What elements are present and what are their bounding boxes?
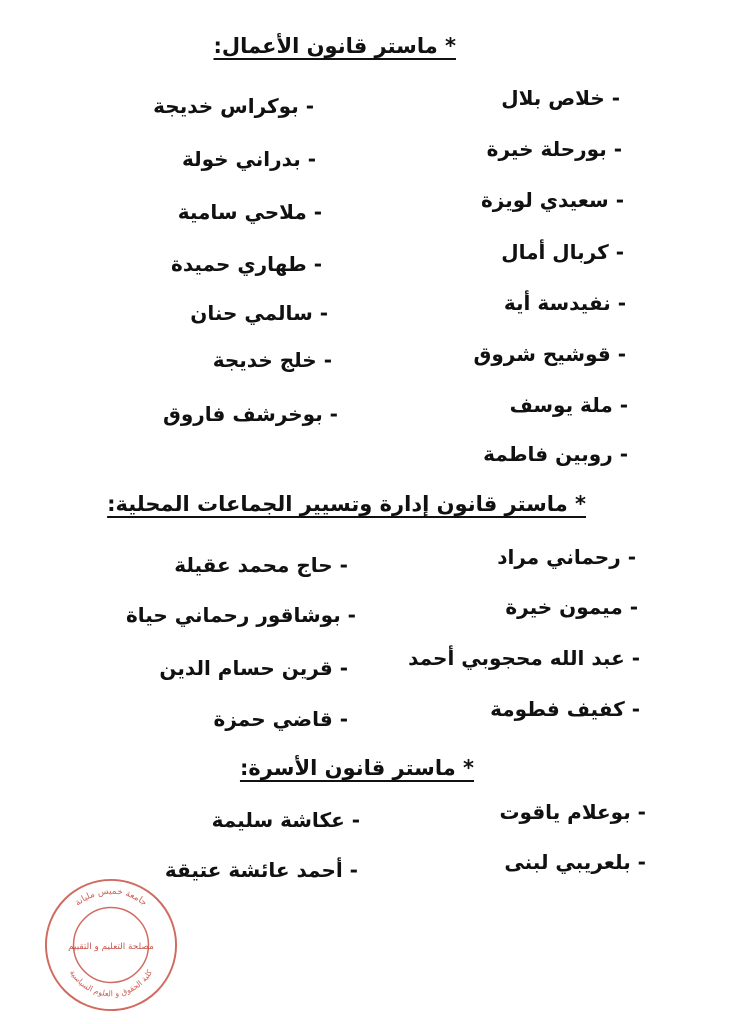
stamp-outer-text: جامعة خميس مليانة (73, 886, 149, 909)
name-item: - كربال أمال (501, 240, 624, 264)
name-item: - بوكراس خديجة (153, 94, 314, 118)
name-item: - ملة يوسف (509, 393, 628, 417)
name-item: - ملاحي سامية (177, 200, 322, 224)
name-item: - قوشيح شروق (473, 342, 626, 366)
name-item: - خلاص بلال (501, 86, 620, 110)
name-item: - قاضي حمزة (213, 707, 348, 731)
name-item: - أحمد عائشة عتيقة (164, 858, 358, 882)
name-item: - بوشاقور رحماني حياة (125, 603, 356, 627)
name-item: - سالمي حنان (190, 301, 328, 325)
name-item: - نفيدسة أية (503, 291, 626, 315)
name-item: - بوخرشف فاروق (162, 402, 338, 426)
name-item: - ميمون خيرة (505, 595, 638, 619)
faculty-stamp (42, 876, 180, 1014)
stamp-center-text: مصلحة التعليم و التقييم (68, 941, 154, 952)
name-item: - سعيدي لويزة (480, 188, 624, 212)
name-item: - بدراني خولة (182, 147, 316, 171)
name-item: - طهاري حميدة (171, 252, 322, 276)
stamp-bottom-text: كلية الحقوق و العلوم السياسية (67, 968, 155, 999)
section-heading-local-governance-law: * ماستر قانون إدارة وتسيير الجماعات المحلية: (107, 492, 586, 516)
section-heading-business-law: * ماستر قانون الأعمال: (213, 34, 456, 58)
name-item: - بوعلام ياقوت (499, 800, 646, 824)
name-item: - بلعريبي لبنى (504, 850, 646, 874)
name-item: - قرين حسام الدين (159, 656, 348, 680)
name-item: - كفيف فطومة (490, 697, 640, 721)
name-item: - روبين فاطمة (483, 442, 628, 466)
name-item: - بورحلة خيرة (486, 137, 622, 161)
name-item: - حاج محمد عقيلة (174, 553, 348, 577)
name-item: - عبد الله محجوبي أحمد (408, 646, 640, 670)
name-item: - خلج خديجة (212, 348, 332, 372)
section-heading-family-law: * ماستر قانون الأسرة: (239, 756, 474, 780)
name-item: - رحماني مراد (497, 545, 636, 569)
name-item: - عكاشة سليمة (211, 808, 360, 832)
